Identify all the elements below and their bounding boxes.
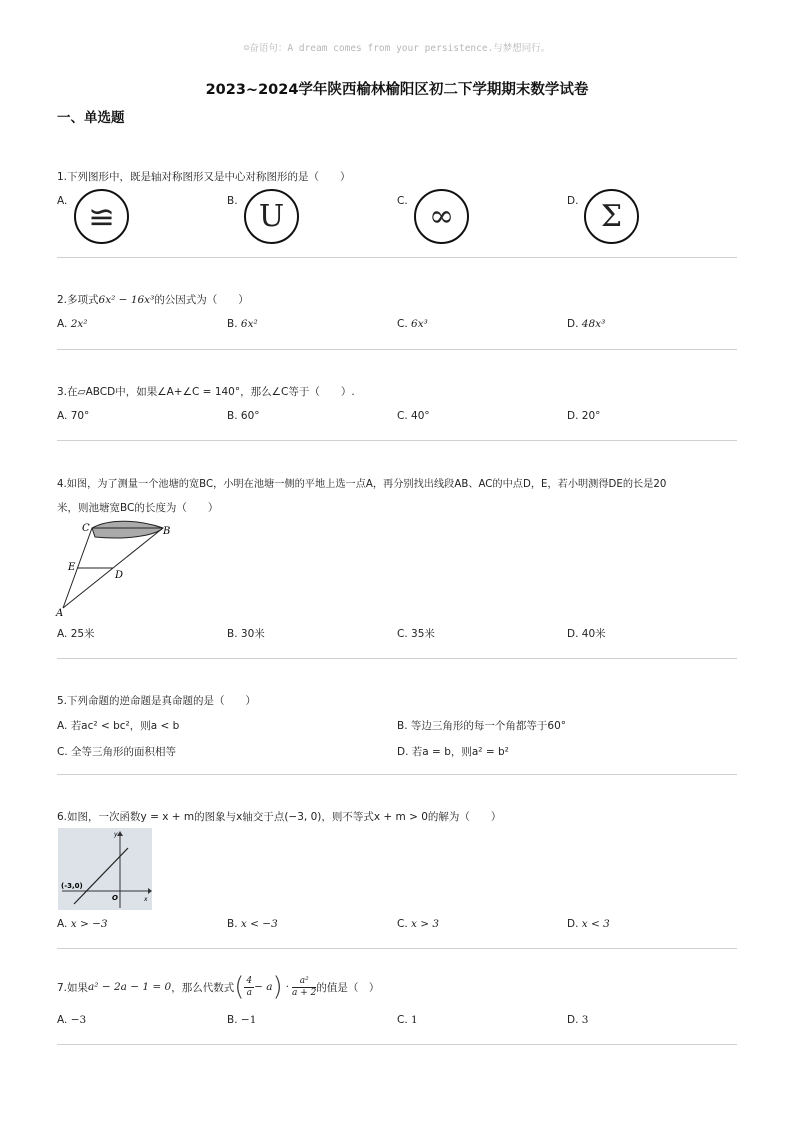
option-label: C. — [397, 410, 408, 422]
divider — [57, 440, 737, 441]
question-3-stem: 3.在▱ABCD中，如果∠A+∠C = 140°，那么∠C等于（ ）. — [57, 386, 355, 398]
q2-option-d — [567, 318, 605, 330]
question-5-stem: 5.下列命题的逆命题是真命题的是（ ） — [57, 695, 257, 707]
q7-minus-a: − a — [254, 981, 273, 993]
q1-option-c-figure — [414, 189, 469, 244]
question-1-stem: 1.下列图形中，既是轴对称图形又是中心对称图形的是（ ） — [57, 171, 351, 183]
option-label: B. — [397, 720, 408, 732]
option-value: x < 3 — [581, 918, 610, 930]
question-6-stem: 6.如图，一次函数y = x + m的图象与x轴交于点(−3, 0)，则不等式x + m > 0的解为（ ） — [57, 811, 502, 823]
sigma-symbol-icon: Σ — [600, 199, 623, 234]
q7-prefix: 7.如果 — [57, 981, 89, 994]
pond-triangle-figure — [55, 518, 180, 618]
fraction-denominator: a — [246, 987, 252, 998]
option-label: B. — [227, 318, 238, 330]
option-value: 6x² — [240, 318, 258, 330]
divider — [57, 658, 737, 659]
option-label: D. — [567, 1014, 579, 1026]
option-label: B. — [227, 1014, 238, 1026]
q7-option-d — [567, 1014, 588, 1026]
label-e: E — [68, 562, 76, 573]
q2-option-b — [227, 318, 258, 330]
q7-condition: a² − 2a − 1 = 0 — [88, 981, 172, 993]
option-label: A. — [57, 720, 68, 732]
option-label: B. — [227, 628, 238, 640]
union-symbol-icon: U — [258, 199, 285, 234]
q7-fraction-2 — [292, 976, 316, 998]
q7-option-c — [397, 1014, 418, 1026]
option-value: 若a = b，则a² = b² — [411, 746, 509, 758]
option-value: 48x³ — [581, 318, 606, 330]
q2-prefix: 2.多项式 — [57, 294, 99, 306]
option-label: A. — [57, 1014, 68, 1026]
q1-option-a-figure — [74, 189, 129, 244]
q5-option-a — [57, 718, 179, 733]
option-label: C. — [397, 318, 408, 330]
point-label: (-3,0) — [61, 882, 83, 890]
divider — [57, 948, 737, 949]
option-value: 全等三角形的面积相等 — [71, 746, 177, 758]
q2-option-c — [397, 318, 428, 330]
option-label: C. — [57, 746, 68, 758]
fraction-denominator: a + 2 — [292, 987, 317, 998]
option-label: C. — [397, 918, 408, 930]
question-2-stem — [57, 292, 249, 307]
fraction-numerator: 4 — [246, 976, 253, 987]
multiply-dot-icon: · — [285, 981, 290, 993]
option-label: D. — [567, 918, 579, 930]
divider — [57, 774, 737, 775]
graph-background — [58, 828, 152, 910]
q5-option-c — [57, 744, 176, 759]
option-value: −3 — [70, 1014, 87, 1026]
q4-option-b — [227, 626, 265, 641]
option-value: −1 — [240, 1014, 257, 1026]
option-value: 70° — [70, 410, 90, 422]
q3-option-d — [567, 410, 600, 422]
congruent-symbol-icon: ≌ — [88, 197, 115, 236]
option-value: 40米 — [581, 628, 606, 640]
q1-option-b-label: B. — [227, 195, 238, 207]
page-title: 2023~2024学年陕西榆林榆阳区初二下学期期末数学试卷 — [205, 82, 589, 98]
q2-suffix: 的公因式为（ ） — [154, 294, 249, 306]
option-value: 6x³ — [411, 318, 428, 330]
option-label: A. — [57, 318, 68, 330]
q1-option-a-label: A. — [57, 195, 68, 207]
option-value: 2x² — [70, 318, 88, 330]
option-value: 60° — [240, 410, 260, 422]
divider — [57, 349, 737, 350]
question-4-stem-line1: 4.如图，为了测量一个池塘的宽BC，小明在池塘一侧的平地上选一点A，再分别找出线段AB、AC的中点D，E，若小明测得DE的长是20 — [57, 479, 667, 490]
divider — [57, 257, 737, 258]
option-value: 20° — [581, 410, 601, 422]
q5-option-d — [397, 744, 509, 759]
y-axis-label: y — [114, 831, 118, 838]
option-label: B. — [227, 918, 238, 930]
option-label: B. — [227, 410, 238, 422]
x-axis-label: x — [144, 896, 148, 903]
q6-option-a — [57, 918, 108, 930]
q3-option-a — [57, 410, 89, 422]
q3-option-c — [397, 410, 430, 422]
question-4-stem-line2: 米，则池塘宽BC的长度为（ ） — [57, 502, 219, 514]
q4-option-d — [567, 626, 606, 641]
option-value: 35米 — [411, 628, 435, 640]
q4-option-a — [57, 626, 95, 641]
option-value: x < −3 — [240, 918, 278, 930]
option-value: 25米 — [70, 628, 95, 640]
q7-mid-text: ，那么代数式 — [171, 981, 235, 994]
q7-suffix: 的值是（ ） — [316, 981, 380, 994]
right-paren-icon: ) — [272, 972, 283, 1002]
option-label: D. — [397, 746, 409, 758]
origin-label: O — [112, 894, 118, 902]
q2-option-a — [57, 318, 88, 330]
label-b: B — [163, 526, 171, 537]
q7-option-a — [57, 1014, 86, 1026]
option-label: A. — [57, 410, 68, 422]
option-label: C. — [397, 1014, 408, 1026]
motto-text: ☺奋语句：A dream comes from your persistence.与梦想同行。 — [243, 43, 551, 54]
pond-shape — [92, 521, 163, 538]
left-paren-icon: ( — [234, 972, 245, 1002]
infinity-symbol-icon: ∞ — [429, 199, 454, 234]
q6-option-c — [397, 918, 439, 930]
q6-option-d — [567, 918, 610, 930]
label-d: D — [115, 570, 124, 581]
q7-fraction-1 — [244, 976, 254, 998]
q1-option-d-label: D. — [567, 195, 579, 207]
fraction-numerator: a² — [292, 976, 316, 987]
option-value: 若ac² < bc²，则a < b — [70, 720, 180, 732]
divider — [57, 1044, 737, 1045]
label-a: A — [56, 608, 64, 618]
option-value: 30米 — [240, 628, 265, 640]
q2-expression: 6x² − 16x³ — [98, 294, 155, 306]
section-heading: 一、单选题 — [57, 110, 125, 126]
label-c: C — [82, 523, 90, 534]
option-value: 3 — [581, 1014, 589, 1026]
option-value: 40° — [411, 410, 430, 422]
q1-option-c-label: C. — [397, 195, 408, 207]
option-value: x > −3 — [70, 918, 108, 930]
q7-option-b — [227, 1014, 256, 1026]
q4-option-c — [397, 626, 435, 641]
linear-function-graph — [58, 828, 152, 910]
option-label: D. — [567, 628, 579, 640]
option-label: A. — [57, 918, 68, 930]
option-label: A. — [57, 628, 68, 640]
option-label: D. — [567, 318, 579, 330]
q6-option-b — [227, 918, 278, 930]
option-value: 1 — [411, 1014, 418, 1026]
q3-option-b — [227, 410, 260, 422]
option-value: 等边三角形的每一个角都等于60° — [410, 720, 567, 732]
q1-option-b-figure — [244, 189, 299, 244]
q1-option-d-figure — [584, 189, 639, 244]
question-7-stem — [57, 972, 379, 1002]
q5-option-b — [397, 718, 566, 733]
option-label: D. — [567, 410, 579, 422]
option-label: C. — [397, 628, 408, 640]
option-value: x > 3 — [411, 918, 440, 930]
